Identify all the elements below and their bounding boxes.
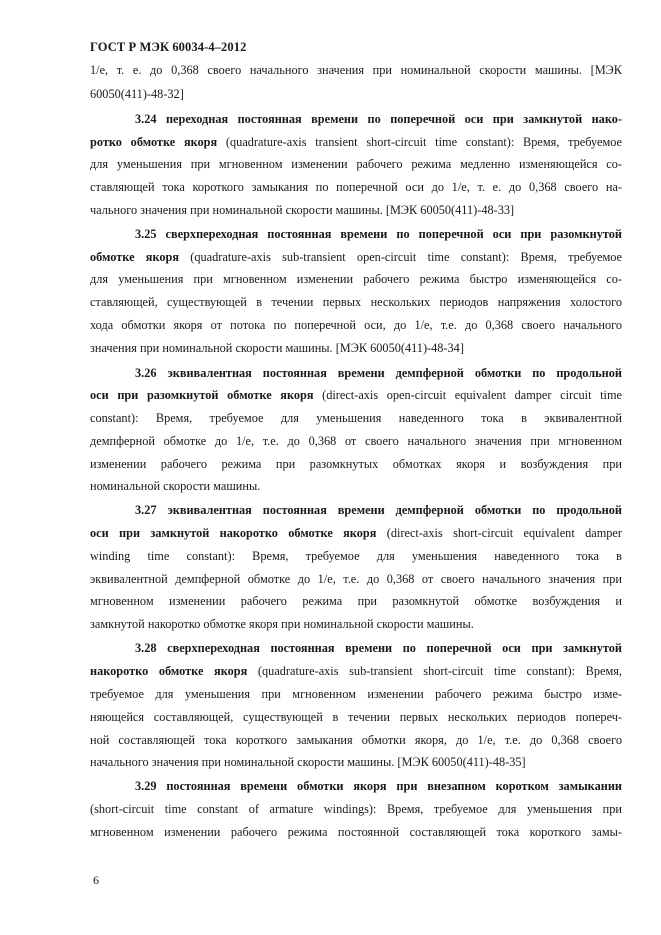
term-line: 3.28 сверхпереходная постоянная времени по поперечной оси при замкнутой bbox=[135, 641, 622, 655]
text-line: изменении рабочего режима при разомкнутых обмотках якоря и возбуждения при bbox=[90, 457, 622, 471]
text-line: для уменьшения при мгновенном изменении рабочего режима быстро изменяющейся со- bbox=[90, 272, 622, 286]
document-header: ГОСТ Р МЭК 60034-4–2012 bbox=[90, 40, 247, 54]
text-line: мгновенном изменении рабочего режима при разомкнутой обмотке возбуждения и bbox=[90, 594, 622, 608]
text-line: ставляющей тока короткого замыкания по поперечной оси до 1/е, т. е. до 0,368 своего на- bbox=[90, 180, 622, 194]
text-line: хода обмотки якоря от потока по поперечной оси, до 1/е, т.е. до 0,368 своего начального bbox=[90, 318, 622, 332]
text-line: обмотке якоря (quadrature-axis sub-transient open-circuit time constant): Время, требуемое bbox=[90, 250, 622, 264]
text-line: 60050(411)-48-32] bbox=[90, 87, 184, 101]
text-line: оси при разомкнутой обмотке якоря (direct-axis open-circuit equivalent damper circuit time bbox=[90, 388, 622, 402]
term-line: 3.25 сверхпереходная постоянная времени по поперечной оси при разомкнутой bbox=[135, 227, 622, 241]
term-line: 3.24 переходная постоянная времени по поперечной оси при замкнутой нако- bbox=[135, 112, 622, 126]
text-line: накоротко обмотке якоря (quadrature-axis sub-transient short-circuit time constant): Время, bbox=[90, 664, 622, 678]
text-line: чального значения при номинальной скорости машины. [МЭК 60050(411)-48-33] bbox=[90, 203, 515, 217]
term-line: 3.29 постоянная времени обмотки якоря при внезапном коротком замыкании bbox=[135, 779, 622, 793]
page-number: 6 bbox=[93, 873, 99, 887]
text-line: ной составляющей тока короткого замыкания обмотки якоря, до 1/е, т.е. до 0,368 своего bbox=[90, 733, 622, 747]
text-line: значения при номинальной скорости машины. [МЭК 60050(411)-48-34] bbox=[90, 341, 464, 355]
text-line: требуемое для уменьшения при мгновенном изменении рабочего режима быстро изме- bbox=[90, 687, 622, 701]
text-line: замкнутой накоротко обмотке якоря при номинальной скорости машины. bbox=[90, 617, 474, 631]
text-line: оси при замкнутой накоротко обмотке якоря (direct-axis short-circuit equivalent damper bbox=[90, 526, 622, 540]
text-line: ротко обмотке якоря (quadrature-axis transient short-circuit time constant): Время, требуемое bbox=[90, 135, 622, 149]
text-line: номинальной скорости машины. bbox=[90, 479, 261, 493]
text-line: для уменьшения при мгновенном изменении рабочего режима медленно изменяющейся со- bbox=[90, 157, 622, 171]
text-line: winding time constant): Время, требуемое для уменьшения наведенного тока в bbox=[90, 549, 622, 563]
text-line: демпферной обмотке до 1/е, т.е. до 0,368 от своего начального значения при мгновенном bbox=[90, 434, 622, 448]
text-line: няющейся составляющей, существующей в течении первых нескольких периодов попереч- bbox=[90, 710, 622, 724]
text-line: начального значения при номинальной скорости машины. [МЭК 60050(411)-48-35] bbox=[90, 755, 526, 769]
term-line: 3.26 эквивалентная постоянная времени демпферной обмотки по продольной bbox=[135, 366, 622, 380]
text-line: 1/е, т. е. до 0,368 своего начального значения при номинальной скорости машины. [МЭК bbox=[90, 63, 622, 77]
text-line: эквивалентной демпферной обмотке до 1/е, т.е. до 0,368 от своего начального значения при bbox=[90, 572, 622, 586]
text-line: constant): Время, требуемое для уменьшения наведенного тока в эквивалентной bbox=[90, 411, 622, 425]
term-line: 3.27 эквивалентная постоянная времени демпферной обмотки по продольной bbox=[135, 503, 622, 517]
text-line: ставляющей, существующей в течении первых нескольких периодов напряжения холостого bbox=[90, 295, 622, 309]
text-line: мгновенном изменении рабочего режима постоянной составляющей тока короткого замы- bbox=[90, 825, 622, 839]
text-line: (short-circuit time constant of armature windings): Время, требуемое для уменьшения при bbox=[90, 802, 622, 816]
